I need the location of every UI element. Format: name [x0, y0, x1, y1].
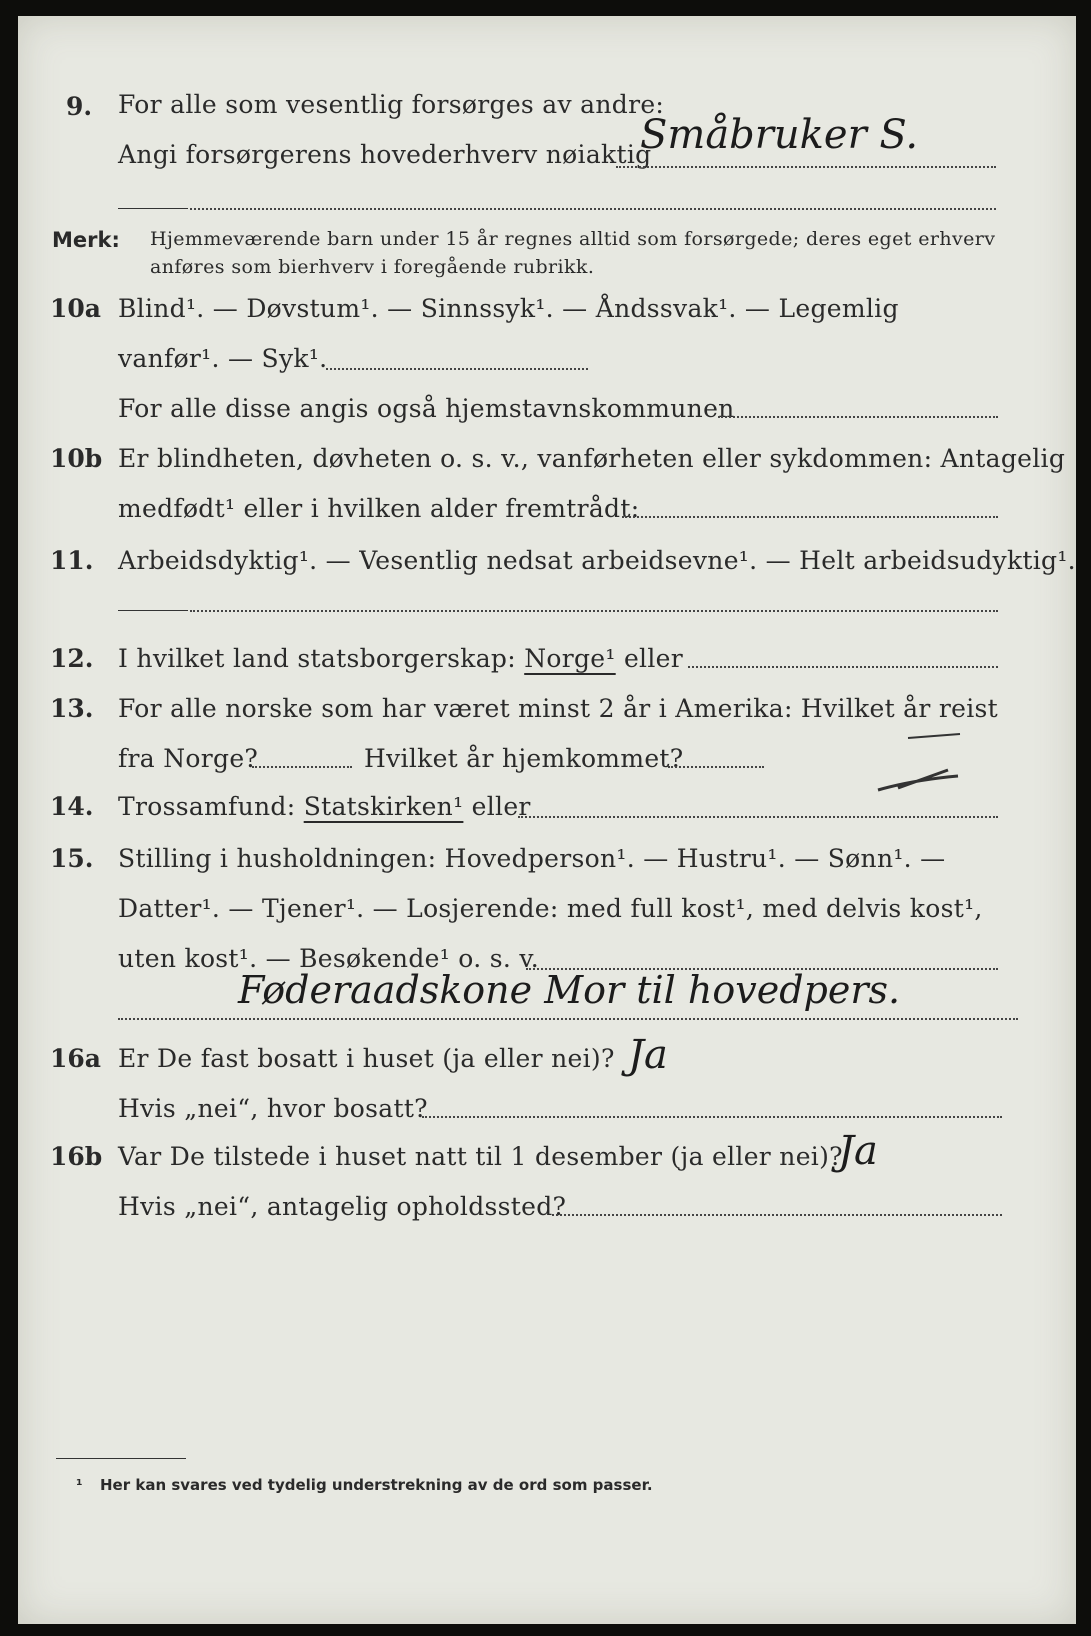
merk-line1: Hjemmeværende barn under 15 år regnes alltid som forsørgede; deres eget erhverv	[150, 228, 996, 250]
question-9-line2: Angi forsørgerens hovederhverv nøiaktig	[118, 140, 652, 169]
question-15-line3: uten kost¹. — Besøkende¹ o. s. v.	[118, 944, 540, 973]
question-16b-line1: Var De tilstede i huset natt til 1 desember (ja eller nei)?	[118, 1142, 843, 1171]
separator	[118, 610, 188, 611]
separator-dots	[190, 610, 998, 612]
answer-line	[252, 766, 352, 768]
question-11-line1: Arbeidsdyktig¹. — Vesentlig nedsat arbeidsevne¹. — Helt arbeidsudyktig¹.	[118, 546, 1076, 575]
question-10a-line1: Blind¹. — Døvstum¹. — Sinnssyk¹. — Åndssvak¹. — Legemlig	[118, 294, 899, 323]
question-16a-number: 16a	[50, 1044, 101, 1073]
question-13-line1: For alle norske som har været minst 2 år i Amerika: Hvilket år reist	[118, 694, 999, 723]
question-12-line	[118, 644, 683, 673]
question-16a-line1: Er De fast bosatt i huset (ja eller nei)?	[118, 1044, 615, 1073]
question-10a-line3: For alle disse angis også hjemstavnskommunen	[118, 394, 735, 423]
question-14-eller: eller	[471, 792, 531, 821]
merk-line2: anføres som bierhverv i foregående rubrikk.	[150, 256, 595, 278]
question-10a-line2: vanfør¹. — Syk¹.	[118, 344, 328, 373]
question-11-number: 11.	[50, 546, 94, 575]
question-14-line	[118, 792, 531, 821]
question-13-part2: Hvilket år hjemkommet?	[364, 744, 684, 773]
footnote-mark: ¹	[76, 1476, 83, 1494]
merk-label: Merk:	[52, 228, 120, 252]
question-15-line2: Datter¹. — Tjener¹. — Losjerende: med full kost¹, med delvis kost¹,	[118, 894, 983, 923]
question-16a-line2: Hvis „nei“, hvor bosatt?	[118, 1094, 428, 1123]
question-10a-number: 10a	[50, 294, 101, 323]
question-14-text: Trossamfund:	[118, 792, 296, 821]
question-12-eller: eller	[623, 644, 683, 673]
answer-line	[622, 516, 998, 518]
question-10b-number: 10b	[50, 444, 103, 473]
question-14-number: 14.	[50, 792, 94, 821]
question-10b-line2: medfødt¹ eller i hvilken alder fremtrådt:	[118, 494, 640, 523]
question-16b-handwritten-answer: Ja	[838, 1128, 878, 1174]
answer-line	[668, 766, 764, 768]
answer-line	[518, 816, 998, 818]
question-13-part1: fra Norge?	[118, 744, 259, 773]
question-15-line1: Stilling i husholdningen: Hovedperson¹. — Hustru¹. — Sønn¹. —	[118, 844, 946, 873]
question-9-line1: For alle som vesentlig forsørges av andre:	[118, 90, 665, 119]
question-12-number: 12.	[50, 644, 94, 673]
question-13-number: 13.	[50, 694, 94, 723]
answer-line	[422, 1116, 1002, 1118]
question-16b-number: 16b	[50, 1142, 103, 1171]
question-16b-line2: Hvis „nei“, antagelig opholdssted?	[118, 1192, 567, 1221]
separator	[118, 208, 188, 209]
question-9-handwritten-answer: Småbruker S.	[640, 112, 919, 158]
footnote-rule	[56, 1458, 186, 1459]
answer-line	[688, 666, 998, 668]
census-form-page	[18, 16, 1076, 1624]
question-12-text: I hvilket land statsborgerskap:	[118, 644, 516, 673]
question-9-number: 9.	[66, 92, 93, 121]
answer-line	[118, 1018, 1018, 1020]
answer-line	[718, 416, 998, 418]
footnote-text: Her kan svares ved tydelig understrekning av de ord som passer.	[100, 1476, 653, 1494]
question-16a-handwritten-answer: Ja	[628, 1032, 668, 1078]
question-15-handwritten-answer: Føderaadskone Mor til hovedpers.	[238, 968, 901, 1012]
pen-stroke-mark	[868, 732, 968, 802]
question-14-underlined-statskirken: Statskirken¹	[303, 792, 464, 821]
question-10b-line1: Er blindheten, døvheten o. s. v., vanførheten eller sykdommen: Antagelig	[118, 444, 1066, 473]
question-15-number: 15.	[50, 844, 94, 873]
answer-line	[326, 368, 588, 370]
question-12-underlined-norge: Norge¹	[524, 644, 616, 673]
answer-line	[552, 1214, 1002, 1216]
answer-line	[616, 166, 996, 168]
separator-dots	[190, 208, 996, 210]
